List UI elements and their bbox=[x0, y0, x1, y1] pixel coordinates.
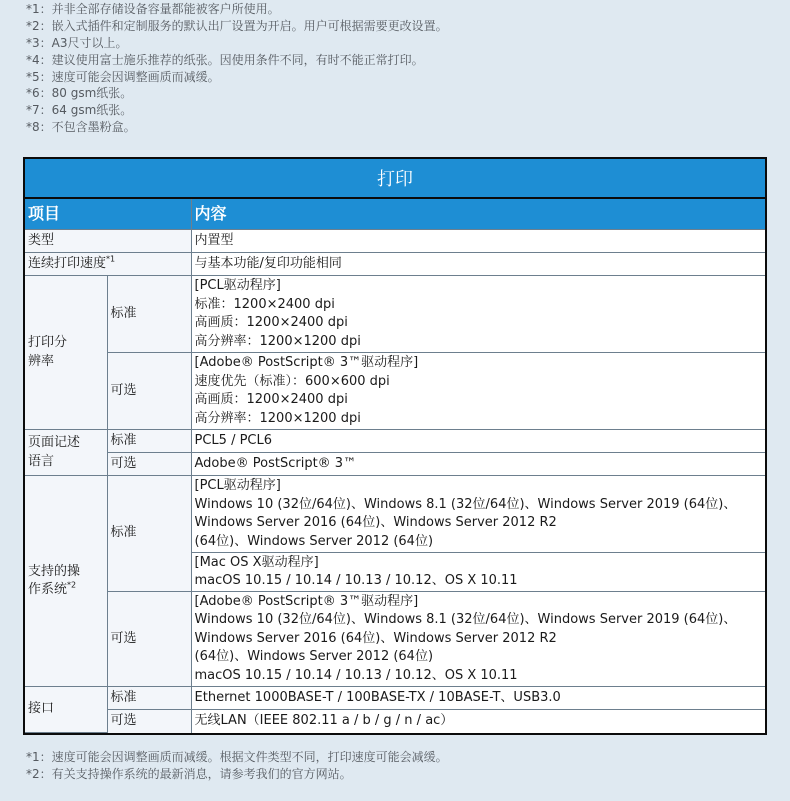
note-line: *7：64 gsm纸张。 bbox=[26, 103, 133, 118]
table-row bbox=[25, 276, 765, 353]
os-label-line bbox=[28, 581, 104, 600]
note-line: *1：速度可能会因调整画质而减缓。根据文件类型不同，打印速度可能会减缓。 bbox=[26, 750, 448, 764]
value-line: 高分辨率：1200×1200 dpi bbox=[194, 333, 361, 349]
pdl-label-line: 语言 bbox=[28, 453, 55, 469]
value-line: (64位)、Windows Server 2012 (64位) bbox=[194, 533, 434, 549]
row-label-speed bbox=[25, 253, 191, 276]
row-label-pdl bbox=[25, 430, 107, 476]
row-value-speed: 与基本功能/复印功能相同 bbox=[191, 253, 765, 276]
interface-standard-value: Ethernet 1000BASE-T / 100BASE-TX / 10BASE-T、USB3.0 bbox=[191, 687, 765, 710]
resolution-optional-value bbox=[191, 353, 765, 430]
row-value-type: 内置型 bbox=[191, 230, 765, 253]
value-line: [Adobe® PostScript® 3™驱动程序] bbox=[194, 355, 419, 370]
spec-table-frame bbox=[23, 157, 767, 735]
table-row bbox=[25, 476, 765, 553]
value-line: (64位)、Windows Server 2012 (64位) bbox=[194, 649, 434, 665]
header-content: 内容 bbox=[191, 199, 765, 230]
interface-standard-label: 标准 bbox=[107, 687, 191, 710]
table-row bbox=[25, 353, 765, 430]
table-row bbox=[25, 453, 765, 476]
table-row bbox=[25, 253, 765, 276]
table-row bbox=[25, 430, 765, 453]
os-optional-value bbox=[191, 592, 765, 687]
interface-optional-label: 可选 bbox=[107, 710, 191, 733]
pdl-optional-label: 可选 bbox=[107, 453, 191, 476]
resolution-optional-label: 可选 bbox=[107, 353, 191, 430]
value-line: [PCL驱动程序] bbox=[194, 478, 281, 493]
value-line: macOS 10.15 / 10.14 / 10.13 / 10.12、OS X 10.11 bbox=[194, 573, 518, 588]
speed-label: 连续打印速度 bbox=[28, 255, 107, 271]
os-standard-label: 标准 bbox=[107, 476, 191, 592]
table-row bbox=[25, 230, 765, 253]
row-label-interface: 接口 bbox=[25, 687, 107, 733]
speed-footnote-mark: *1 bbox=[106, 254, 116, 264]
os-standard-mac-value bbox=[191, 553, 765, 592]
pdl-standard-label: 标准 bbox=[107, 430, 191, 453]
table-header-row bbox=[25, 199, 765, 230]
table-row bbox=[25, 592, 765, 687]
resolution-standard-value bbox=[191, 276, 765, 353]
value-line: macOS 10.15 / 10.14 / 10.13 / 10.12、OS X 10.11 bbox=[194, 667, 518, 683]
note-line: *6：80 gsm纸张。 bbox=[26, 86, 133, 101]
value-line: 高画质：1200×2400 dpi bbox=[194, 392, 348, 407]
header-item: 项目 bbox=[25, 199, 191, 230]
os-footnote-mark: *2 bbox=[67, 580, 77, 590]
notes-top bbox=[26, 1, 766, 136]
note-line: *4：建议使用富士施乐推荐的纸张。因使用条件不同，有时不能正常打印。 bbox=[26, 52, 424, 67]
row-label-os bbox=[25, 476, 107, 687]
notes-bottom bbox=[26, 749, 766, 783]
pdl-label-line: 页面记述 bbox=[28, 435, 81, 450]
resolution-label-line: 打印分 bbox=[28, 335, 68, 350]
note-line: *8：不包含墨粉盒。 bbox=[26, 120, 136, 135]
value-line: [PCL驱动程序] bbox=[194, 278, 281, 293]
value-line: Windows 10 (32位/64位)、Windows 8.1 (32位/64位)、Windows Server 2019 (64位)、 bbox=[194, 612, 737, 628]
table-row bbox=[25, 710, 765, 733]
pdl-optional-value: Adobe® PostScript® 3™ bbox=[191, 453, 765, 476]
value-line: [Adobe® PostScript® 3™驱动程序] bbox=[194, 593, 419, 609]
os-label-text: 作系统 bbox=[28, 582, 68, 597]
os-standard-pcl-value bbox=[191, 476, 765, 553]
resolution-standard-label: 标准 bbox=[107, 276, 191, 353]
spec-table bbox=[25, 199, 765, 733]
interface-optional-value: 无线LAN（IEEE 802.11 a / b / g / n / ac） bbox=[191, 710, 765, 733]
row-label-type: 类型 bbox=[25, 230, 191, 253]
table-row bbox=[25, 687, 765, 710]
row-label-resolution bbox=[25, 276, 107, 430]
value-line: [Mac OS X驱动程序] bbox=[194, 554, 319, 570]
pdl-standard-value: PCL5 / PCL6 bbox=[191, 430, 765, 453]
os-label-line: 支持的操 bbox=[28, 563, 81, 579]
table-title: 打印 bbox=[25, 159, 765, 199]
value-line: 高分辨率：1200×1200 dpi bbox=[194, 410, 361, 426]
value-line: Windows Server 2016 (64位)、Windows Server 2012 R2 bbox=[194, 515, 557, 530]
os-optional-label: 可选 bbox=[107, 592, 191, 687]
value-line: 高画质：1200×2400 dpi bbox=[194, 315, 348, 330]
value-line: Windows 10 (32位/64位)、Windows 8.1 (32位/64位)、Windows Server 2019 (64位)、 bbox=[194, 496, 737, 512]
note-line: *2：嵌入式插件和定制服务的默认出厂设置为开启。用户可根据需要更改设置。 bbox=[26, 18, 448, 33]
note-line: *1：并非全部存储设备容量都能被客户所使用。 bbox=[26, 2, 280, 16]
value-line: 速度优先（标准）：600×600 dpi bbox=[194, 373, 390, 389]
note-line: *5：速度可能会因调整画质而减缓。 bbox=[26, 69, 220, 84]
value-line: 标准：1200×2400 dpi bbox=[194, 296, 335, 312]
note-line: *3：A3尺寸以上。 bbox=[26, 35, 128, 50]
resolution-label-line: 辨率 bbox=[28, 353, 55, 369]
note-line: *2：有关支持操作系统的最新消息，请参考我们的官方网站。 bbox=[26, 767, 352, 781]
value-line: Windows Server 2016 (64位)、Windows Server 2012 R2 bbox=[194, 630, 557, 646]
